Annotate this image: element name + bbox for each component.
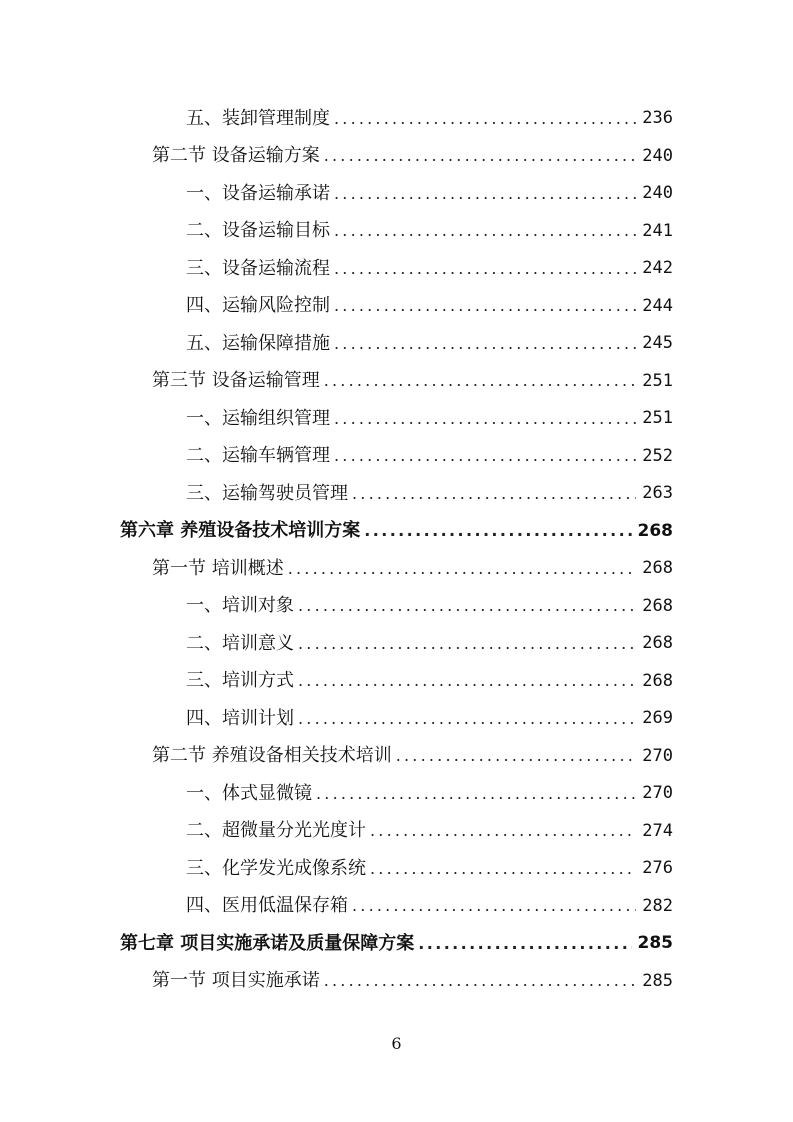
toc-entry-page: 276 — [642, 858, 673, 879]
toc-subsection-entry[interactable] — [0, 850, 793, 888]
toc-section-entry[interactable] — [0, 963, 793, 1001]
toc-entry-title: 二、培训意义 — [186, 632, 294, 654]
toc-entry-page: 268 — [642, 670, 673, 691]
toc-section-entry[interactable] — [0, 363, 793, 401]
toc-entry-page: 268 — [642, 595, 673, 616]
toc-subsection-entry[interactable] — [0, 888, 793, 926]
toc-entry-page: 251 — [642, 408, 673, 429]
toc-dot-leader — [334, 111, 636, 127]
toc-section-entry[interactable] — [0, 738, 793, 776]
toc-entry-page: 251 — [642, 370, 673, 391]
toc-subsection-entry[interactable] — [0, 663, 793, 701]
toc-dot-leader — [324, 373, 637, 389]
toc-subsection-entry[interactable] — [0, 100, 793, 138]
toc-entry-title: 第六章 养殖设备技术培训方案 — [120, 520, 361, 542]
toc-section-entry[interactable] — [0, 138, 793, 176]
toc-entry-title: 第三节 设备运输管理 — [152, 370, 320, 392]
toc-section-entry[interactable] — [0, 550, 793, 588]
toc-entry-title: 五、运输保障措施 — [186, 332, 330, 354]
toc-entry-title: 四、医用低温保存箱 — [186, 895, 348, 917]
toc-subsection-entry[interactable] — [0, 438, 793, 476]
toc-chapter-entry[interactable] — [0, 513, 793, 551]
toc-subsection-entry[interactable] — [0, 588, 793, 626]
toc-dot-leader — [396, 748, 637, 764]
toc-entry-title: 第二节 设备运输方案 — [152, 145, 320, 167]
toc-dot-leader — [298, 636, 636, 652]
toc-entry-page: 263 — [642, 483, 673, 504]
toc-entry-title: 一、运输组织管理 — [186, 407, 330, 429]
toc-dot-leader — [324, 148, 637, 164]
toc-entry-page: 245 — [642, 333, 673, 354]
toc-subsection-entry[interactable] — [0, 813, 793, 851]
toc-dot-leader — [298, 673, 636, 689]
toc-entry-page: 240 — [642, 145, 673, 166]
toc-dot-leader — [334, 298, 636, 314]
toc-entry-title: 三、培训方式 — [186, 670, 294, 692]
toc-dot-leader — [352, 486, 636, 502]
toc-subsection-entry[interactable] — [0, 775, 793, 813]
toc-entry-page: 268 — [642, 558, 673, 579]
toc-subsection-entry[interactable] — [0, 700, 793, 738]
toc-entry-page: 242 — [642, 258, 673, 279]
toc-entry-title: 第一节 培训概述 — [152, 557, 284, 579]
toc-dot-leader — [370, 823, 636, 839]
toc-subsection-entry[interactable] — [0, 175, 793, 213]
toc-entry-title: 四、运输风险控制 — [186, 295, 330, 317]
toc-entry-title: 四、培训计划 — [186, 707, 294, 729]
page-number: 6 — [391, 1034, 402, 1053]
toc-entry-title: 一、体式显微镜 — [186, 782, 312, 804]
toc-subsection-entry[interactable] — [0, 400, 793, 438]
toc-dot-leader — [298, 711, 636, 727]
toc-entry-page: 285 — [637, 933, 673, 954]
toc-dot-leader — [298, 598, 636, 614]
toc-entry-title: 第七章 项目实施承诺及质量保障方案 — [120, 932, 415, 954]
toc-dot-leader — [370, 861, 636, 877]
toc-dot-leader — [364, 523, 631, 539]
toc-entry-page: 241 — [642, 220, 673, 241]
toc-entry-page: 269 — [642, 708, 673, 729]
table-of-contents — [0, 100, 793, 1000]
toc-dot-leader — [324, 973, 637, 989]
toc-dot-leader — [334, 411, 636, 427]
toc-entry-page: 270 — [642, 745, 673, 766]
toc-entry-page: 236 — [642, 108, 673, 129]
toc-subsection-entry[interactable] — [0, 475, 793, 513]
toc-subsection-entry[interactable] — [0, 625, 793, 663]
toc-subsection-entry[interactable] — [0, 250, 793, 288]
toc-entry-page: 270 — [642, 783, 673, 804]
toc-entry-title: 五、装卸管理制度 — [186, 107, 330, 129]
toc-entry-title: 一、设备运输承诺 — [186, 182, 330, 204]
toc-subsection-entry[interactable] — [0, 288, 793, 326]
toc-dot-leader — [334, 186, 636, 202]
toc-entry-title: 三、运输驾驶员管理 — [186, 482, 348, 504]
toc-entry-title: 三、设备运输流程 — [186, 257, 330, 279]
toc-entry-page: 285 — [642, 970, 673, 991]
toc-dot-leader — [316, 786, 636, 802]
toc-entry-title: 二、运输车辆管理 — [186, 445, 330, 467]
toc-entry-page: 268 — [642, 633, 673, 654]
toc-dot-leader — [334, 223, 636, 239]
toc-dot-leader — [418, 936, 631, 952]
toc-dot-leader — [334, 336, 636, 352]
toc-entry-page: 282 — [642, 895, 673, 916]
toc-dot-leader — [352, 898, 636, 914]
toc-dot-leader — [334, 448, 636, 464]
toc-chapter-entry[interactable] — [0, 925, 793, 963]
toc-entry-page: 274 — [642, 820, 673, 841]
toc-dot-leader — [288, 561, 637, 577]
toc-entry-page: 244 — [642, 295, 673, 316]
toc-dot-leader — [334, 261, 636, 277]
toc-entry-page: 252 — [642, 445, 673, 466]
toc-entry-page: 240 — [642, 183, 673, 204]
toc-entry-title: 三、化学发光成像系统 — [186, 857, 366, 879]
toc-entry-title: 一、培训对象 — [186, 595, 294, 617]
toc-subsection-entry[interactable] — [0, 325, 793, 363]
toc-entry-title: 二、超微量分光光度计 — [186, 820, 366, 842]
toc-entry-title: 第二节 养殖设备相关技术培训 — [152, 745, 392, 767]
toc-entry-title: 二、设备运输目标 — [186, 220, 330, 242]
toc-entry-title: 第一节 项目实施承诺 — [152, 970, 320, 992]
toc-subsection-entry[interactable] — [0, 213, 793, 251]
toc-entry-page: 268 — [637, 520, 673, 541]
